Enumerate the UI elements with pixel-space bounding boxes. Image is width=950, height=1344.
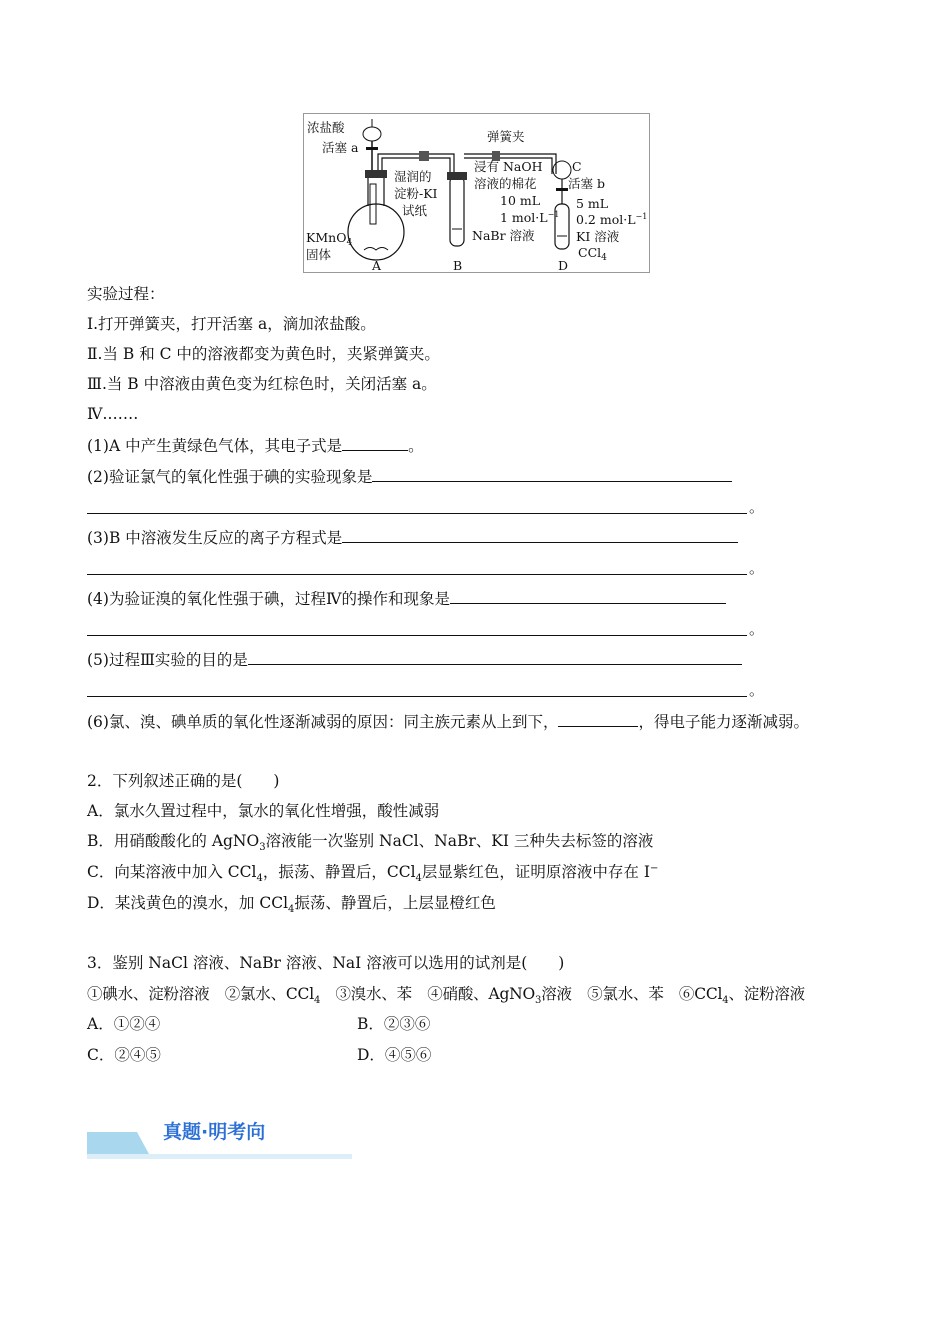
label-wet-paper-2: 淀粉-KI [394, 186, 438, 201]
q2-end: 。 [749, 498, 765, 516]
q6-end: ，得电子能力逐渐减弱。 [638, 713, 809, 731]
label-kmno4: KMnO$_4$ [306, 230, 353, 248]
label-conc-1: 1 $mol\cdot L^{-1}$ [500, 210, 560, 225]
label-b: B [453, 258, 463, 272]
label-nabr: NaBr 溶液 [472, 228, 535, 243]
problem-2-stem: 2．下列叙述正确的是( ) [87, 772, 280, 790]
q5-blank-1[interactable] [248, 649, 742, 665]
label-cotton-2: 溶液的棉花 [474, 176, 537, 191]
q1-blank[interactable] [342, 435, 408, 451]
process-title: 实验过程： [87, 285, 165, 303]
process-step-3: Ⅲ.当 B 中溶液由黄色变为红棕色时，关闭活塞 a。 [87, 375, 437, 393]
question-4 [87, 588, 726, 609]
label-acid: 浓盐酸 [307, 120, 345, 135]
problem-3-option-d: D．④⑤⑥ [357, 1046, 432, 1064]
problem-3-reagents: ①碘水、淀粉溶液 ②氯水、CCl$_4$ ③溴水、苯 ④硝酸、AgNO$_3$溶液 ⑤氯水、苯 ⑥CCl$_4$、淀粉溶液 [87, 985, 805, 1007]
label-a: A [372, 258, 382, 272]
problem-2-option-d: D．某浅黄色的溴水，加 CCl$_4$振荡、静置后，上层显橙红色 [87, 894, 496, 916]
question-1 [87, 435, 424, 456]
q4-text: (4)为验证溴的氧化性强于碘，过程Ⅳ的操作和现象是 [87, 590, 450, 608]
label-valve-a: 活塞 a [322, 140, 359, 155]
problem-3-option-a: A．①②④ [87, 1015, 161, 1033]
problem-3-option-b: B．②③⑥ [357, 1015, 431, 1033]
apparatus-diagram [304, 114, 649, 272]
q2-blank-2[interactable] [87, 512, 747, 514]
q2-blank-1[interactable] [372, 466, 732, 482]
label-cotton-1: 浸有 NaOH [474, 159, 543, 174]
question-5 [87, 649, 742, 670]
label-vol-5: 5 mL [576, 196, 609, 211]
question-6 [87, 711, 809, 732]
process-step-4: Ⅳ.…… [87, 405, 139, 423]
problem-3-option-c: C．②④⑤ [87, 1046, 161, 1064]
label-clamp: 弹簧夹 [487, 129, 525, 144]
question-3 [87, 527, 738, 548]
q5-blank-2[interactable] [87, 695, 747, 697]
problem-2-option-b: B．用硝酸酸化的 AgNO$_3$溶液能一次鉴别 NaCl、NaBr、KI 三种失去标签的溶液 [87, 832, 654, 854]
label-ki: KI 溶液 [576, 229, 620, 244]
label-valve-b: 活塞 b [568, 176, 605, 191]
q1-text: (1)A 中产生黄绿色气体，其电子式是 [87, 437, 343, 455]
q3-end: 。 [749, 559, 765, 577]
q5-end: 。 [749, 681, 765, 699]
label-vol-10: 10 mL [500, 193, 541, 208]
label-ccl4: CCl$_4$ [578, 245, 607, 263]
process-step-1: Ⅰ.打开弹簧夹，打开活塞 a，滴加浓盐酸。 [87, 315, 376, 333]
q5-text: (5)过程Ⅲ实验的目的是 [87, 651, 248, 669]
problem-2-option-a: A．氯水久置过程中，氯水的氧化性增强，酸性减弱 [87, 802, 440, 820]
section-title: 真题·明考向 [163, 1121, 266, 1143]
q3-blank-1[interactable] [342, 527, 738, 543]
label-d: D [558, 258, 569, 272]
apparatus-figure [303, 113, 650, 273]
label-conc-02: 0.2 $mol\cdot L^{-1}$ [576, 212, 648, 227]
label-tube-c: C [572, 159, 582, 174]
label-solid: 固体 [306, 247, 332, 262]
q3-blank-2[interactable] [87, 573, 747, 575]
q6-blank[interactable] [558, 711, 638, 727]
q2-text: (2)验证氯气的氧化性强于碘的实验现象是 [87, 468, 373, 486]
q4-blank-1[interactable] [450, 588, 726, 604]
q6-text: (6)氯、溴、碘单质的氧化性逐渐减弱的原因：同主族元素从上到下， [87, 713, 559, 731]
q4-end: 。 [749, 620, 765, 638]
problem-3-stem: 3．鉴别 NaCl 溶液、NaBr 溶液、NaI 溶液可以选用的试剂是( ) [87, 954, 565, 972]
label-wet-paper-1: 湿润的 [394, 169, 432, 184]
problem-2-option-c: C．向某溶液中加入 CCl$_4$，振荡、静置后，CCl$_4$层显紫红色，证明原溶液中存在 I− [87, 862, 659, 885]
q3-text: (3)B 中溶液发生反应的离子方程式是 [87, 529, 343, 547]
label-wet-paper-3: 试纸 [402, 203, 428, 218]
question-2 [87, 466, 732, 487]
q4-blank-2[interactable] [87, 634, 747, 636]
process-step-2: Ⅱ.当 B 和 C 中的溶液都变为黄色时，夹紧弹簧夹。 [87, 345, 440, 363]
q1-end: 。 [408, 437, 424, 455]
